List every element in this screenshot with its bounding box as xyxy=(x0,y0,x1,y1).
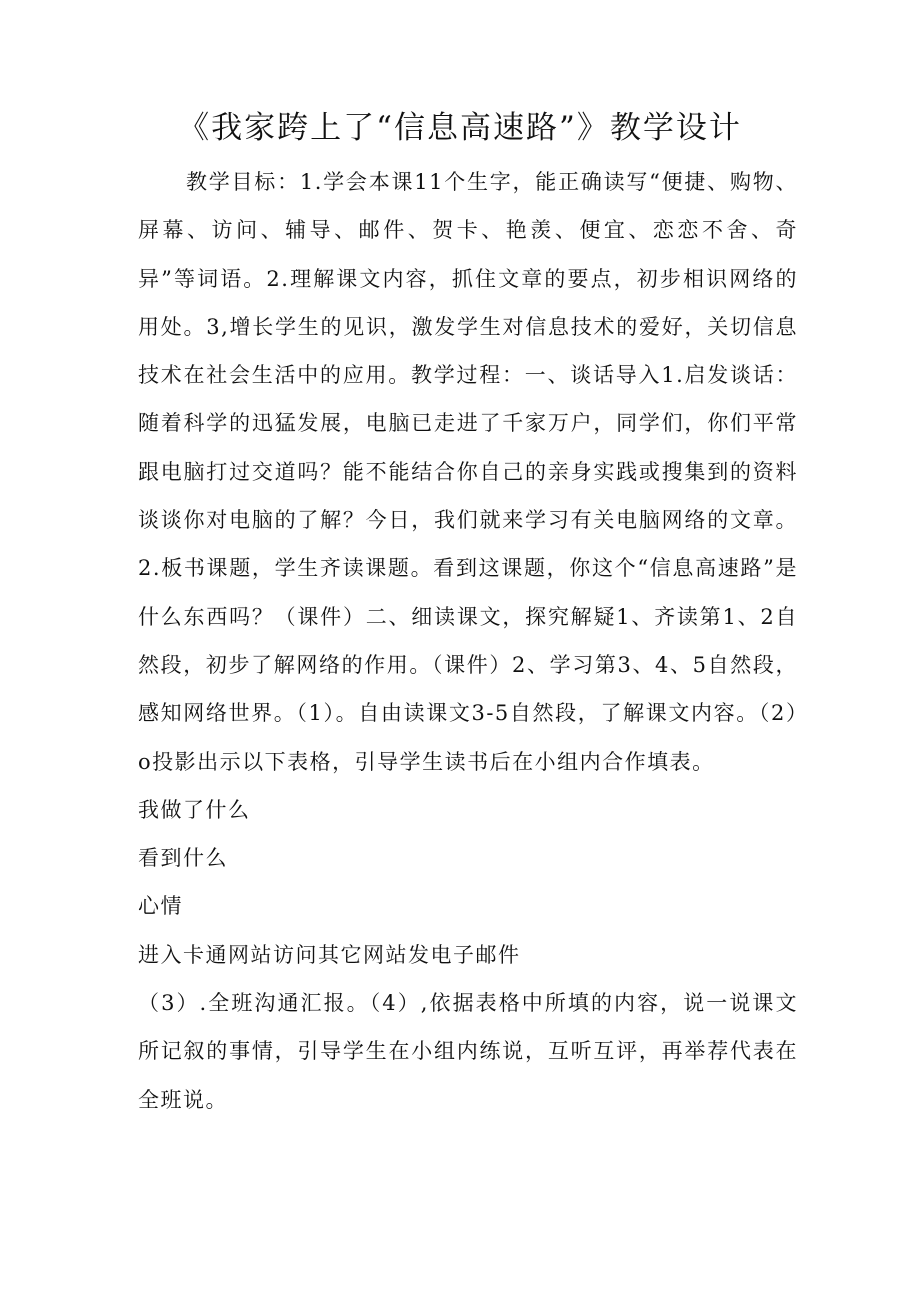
document-title: 《我家跨上了“信息高速路”》教学设计 xyxy=(178,110,742,146)
table-row-activities: 进入卡通网站访问其它网站发电子邮件 xyxy=(138,942,521,967)
table-header-mood: 心情 xyxy=(138,894,183,919)
table-header-what-i-did: 我做了什么 xyxy=(138,797,251,822)
paragraph-objectives-and-process: 教学目标：1.学会本课11个生字，能正确读写“便捷、购物、屏幕、访问、辅导、邮件、贺卡、艳羡、便宜、恋恋不舍、奇异”等词语。2.理解课文内容，抓住文章的要点，初步相识网络的用处。3,增长学生的见识，激发学生对信息技术的爱好，关切信息技术在社会生活中的应用。教学过程：一、谈话导入1.启发谈话：随着科学的迅猛发展，电脑已走进了千家万户，同学们，你们平常跟电脑打过交道吗？能不能结合你自己的亲身实践或搜集到的资料谈谈你对电脑的了解？今日，我们就来学习有关电脑网络的文章。2.板书课题，学生齐读课题。看到这课题，你这个“信息高速路”是什么东西吗？（课件）二、细读课文，探究解疑1、齐读第1、2自然段，初步了解网络的作用。（课件）2、学习第3、4、5自然段，感知网络世界。（1）。自由读课文3-5自然段，了解课文内容。（2）o投影出示以下表格，引导学生读书后在小组内合作填表。 xyxy=(138,170,798,774)
table-header-what-seen: 看到什么 xyxy=(138,846,228,871)
paragraph-report: （3）.全班沟通汇报。（4）,依据表格中所填的内容，说一说课文所记叙的事情，引导学生在小组内练说，互听互评，再举荐代表在全班说。 xyxy=(138,991,798,1112)
document-body xyxy=(138,158,798,1124)
